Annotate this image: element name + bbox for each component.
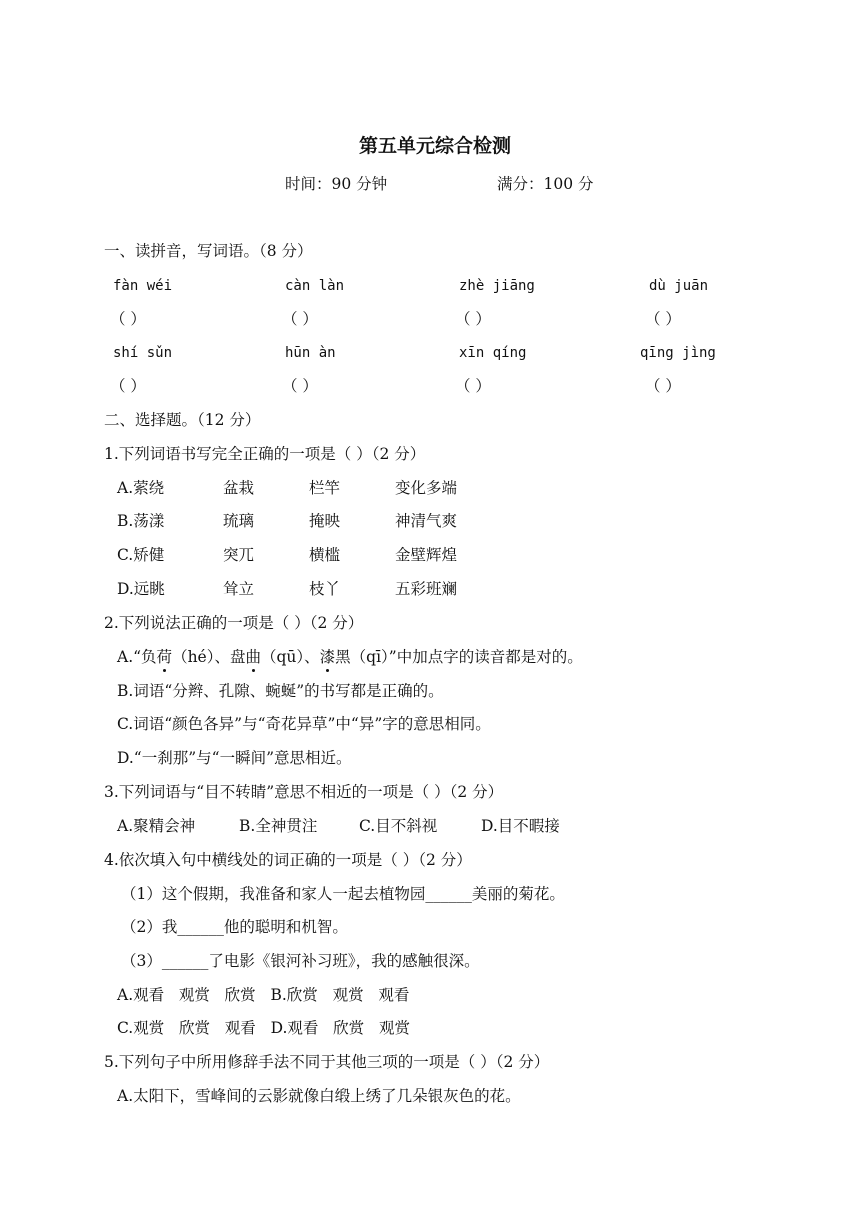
q1-option-word: A.萦绕 (117, 479, 165, 497)
question-1-stem: 1.下列词语书写完全正确的一项是（ ）（2 分） (104, 445, 426, 463)
q4-options-row: A.观看 观赏 欣赏 B.欣赏 观赏 观看 (117, 986, 410, 1004)
q1-option-word: 金壁辉煌 (395, 546, 458, 564)
question-2-stem: 2.下列说法正确的一项是（ ）（2 分） (104, 614, 364, 632)
q3-option: D.目不暇接 (481, 817, 560, 835)
q1-option-word: 枝丫 (309, 580, 341, 598)
q1-option-word: 琉璃 (223, 512, 255, 530)
q2-option-b: B.词语“分辫、孔隙、蜿蜒”的书写都是正确的。 (117, 682, 444, 700)
q1-option-word: 掩映 (309, 512, 341, 530)
q3-option: B.全神贯注 (239, 817, 318, 835)
q1-option-word: D.远眺 (117, 580, 165, 598)
q1-option-word: 耸立 (223, 580, 255, 598)
q1-option-word: 横槛 (309, 546, 341, 564)
question-3-stem: 3.下列词语与“目不转睛”意思不相近的一项是（ ）（2 分） (104, 783, 504, 801)
q4-sentence: （1）这个假期，我准备和家人一起去植物园______美丽的菊花。 (121, 885, 565, 903)
section1-heading: 一、读拼音，写词语。（8 分） (104, 242, 313, 260)
pinyin-item: shí sǔn (113, 345, 173, 361)
page-title: 第五单元综合检测 (359, 135, 512, 157)
q1-option-word: C.矫健 (117, 546, 165, 564)
q3-option: C.目不斜视 (359, 817, 438, 835)
q2-option-c: C.词语“颜色各异”与“奇花异草”中“异”字的意思相同。 (117, 715, 491, 733)
q1-option-word: 五彩班斓 (395, 580, 458, 598)
q2-a-text: （qū）、 (260, 648, 320, 666)
q1-option-word: 变化多端 (395, 479, 458, 497)
answer-blank[interactable]: （ ） (282, 377, 318, 395)
answer-blank[interactable]: （ ） (110, 310, 146, 328)
question-5-stem: 5.下列句子中所用修辞手法不同于其他三项的一项是（ ）（2 分） (104, 1053, 550, 1071)
q1-option-word: 栏竿 (309, 479, 341, 497)
dotted-char: 荷 (156, 648, 173, 666)
q2-option-d: D.“一刹那”与“一瞬间”意思相近。 (117, 749, 352, 767)
answer-blank[interactable]: （ ） (645, 377, 681, 395)
answer-blank[interactable]: （ ） (110, 377, 146, 395)
q5-option-a: A.太阳下，雪峰间的云影就像白缎上绣了几朵银灰色的花。 (117, 1087, 521, 1105)
pinyin-item: zhè jiāng (459, 278, 535, 294)
answer-blank[interactable]: （ ） (455, 310, 491, 328)
dotted-char: 曲 (245, 648, 261, 666)
pinyin-item: hūn àn (285, 345, 336, 361)
q2-option-a (117, 647, 583, 667)
q1-option-word: 神清气爽 (395, 512, 458, 530)
answer-blank[interactable]: （ ） (455, 377, 491, 395)
q2-a-text: 黑（qī）”中加点字的读音都是对的。 (335, 648, 583, 666)
question-4-stem: 4.依次填入句中横线处的词正确的一项是（ ）（2 分） (104, 851, 472, 869)
q1-option-word: 盆栽 (223, 479, 255, 497)
q1-option-word: B.荡漾 (117, 512, 165, 530)
q2-a-text: A.“负 (117, 648, 157, 666)
pinyin-item: xīn qíng (459, 345, 527, 361)
pinyin-item: càn làn (285, 278, 345, 294)
q4-options-row: C.观赏 欣赏 观看 D.观看 欣赏 观赏 (117, 1019, 410, 1037)
dotted-char: 漆 (319, 648, 336, 666)
q4-sentence: （3）______了电影《银河补习班》，我的感触很深。 (121, 952, 480, 970)
q4-sentence: （2）我______他的聪明和机智。 (121, 918, 348, 936)
exam-score: 满分：100 分 (497, 175, 594, 193)
section2-heading: 二、选择题。（12 分） (104, 411, 261, 429)
q1-option-word: 突兀 (223, 546, 255, 564)
pinyin-item: fàn wéi (113, 278, 173, 294)
answer-blank[interactable]: （ ） (645, 310, 681, 328)
pinyin-item: dù juān (649, 278, 709, 294)
q3-option: A.聚精会神 (117, 817, 196, 835)
answer-blank[interactable]: （ ） (282, 310, 318, 328)
exam-time: 时间：90 分钟 (285, 175, 388, 193)
q2-a-text: （hé）、盘 (172, 648, 246, 666)
pinyin-item: qīng jìng (640, 345, 716, 361)
